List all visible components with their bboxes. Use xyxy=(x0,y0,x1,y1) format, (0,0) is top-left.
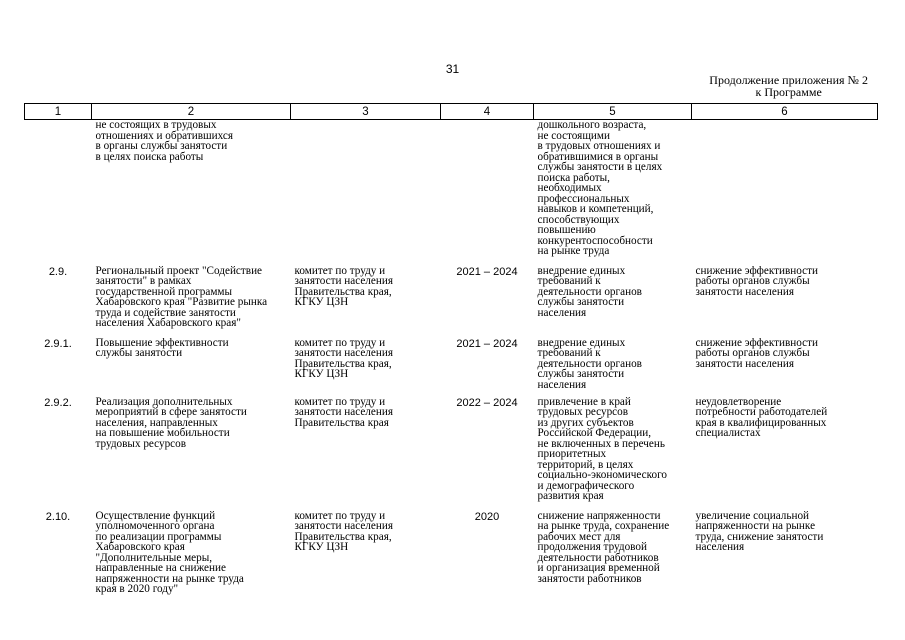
table-row xyxy=(25,397,878,511)
measure-name: не состоящих в трудовых отношениях и обратившихся в органы службы занятости в целях поиска работы xyxy=(95,119,233,163)
table-row xyxy=(25,511,878,601)
appendix-line-2: к Программе xyxy=(755,85,822,99)
page-number: 31 xyxy=(445,62,460,76)
program-measures-table xyxy=(24,103,878,601)
period: 2022 – 2024 xyxy=(456,396,518,409)
expected-result: внедрение единых требований к деятельности органов службы занятости населения xyxy=(537,336,642,391)
period: 2021 – 2024 xyxy=(456,265,518,278)
header-col-3: 3 xyxy=(291,104,441,120)
header-col-1: 1 xyxy=(25,104,92,120)
expected-result: дошкольного возраста, не состоящими в трудовых отношениях и обратившимися в органы службы занятости в целях поиска работы, необходимых профессиональных навыков и компетенций, способствующих повышению конкурентоспособности на рынке труда xyxy=(537,119,663,257)
consequence: снижение эффективности работы органов службы занятости населения xyxy=(695,336,819,370)
table-header-row xyxy=(25,104,878,120)
period: 2021 – 2024 xyxy=(456,337,518,350)
row-number: 2.10. xyxy=(45,510,71,523)
measure-name: Реализация дополнительных мероприятий в сфере занятости населения, направленных на повышение мобильности трудовых ресурсов xyxy=(95,395,247,450)
consequence: снижение эффективности работы органов службы занятости населения xyxy=(695,264,819,298)
consequence: увеличение социальной напряженности на рынке труда, снижение занятости населения xyxy=(695,509,824,553)
measure-name: Осуществление функций уполномоченного органа по реализации программы Хабаровского края "Дополнительные меры, направленные на снижение напряженности на рынке труда края в 2020 году" xyxy=(95,509,244,595)
consequence xyxy=(692,120,878,266)
table-row xyxy=(25,266,878,338)
expected-result: снижение напряженности на рынке труда, сохранение рабочих мест для продолжения трудовой деятельности работников и организация временной занятости работников xyxy=(537,509,670,585)
row-number: 2.9. xyxy=(48,265,68,278)
period xyxy=(441,120,534,266)
expected-result: внедрение единых требований к деятельности органов службы занятости населения xyxy=(537,264,642,319)
row-number: 2.9.1. xyxy=(44,337,72,350)
header-col-6: 6 xyxy=(692,104,878,120)
measure-name: Региональный проект "Содействие занятости" в рамках государственной программы Хабаровского края "Развитие рынка труда и содействие занятости населения Хабаровского края" xyxy=(95,264,268,329)
executor xyxy=(291,120,441,266)
header-col-2: 2 xyxy=(92,104,291,120)
row-number xyxy=(25,120,92,266)
table-row xyxy=(25,120,878,266)
header-col-5: 5 xyxy=(534,104,692,120)
row-number: 2.9.2. xyxy=(44,396,72,409)
period: 2020 xyxy=(474,510,500,523)
appendix-line-1: Продолжение приложения № 2 xyxy=(709,73,868,87)
measure-name: Повышение эффективности службы занятости xyxy=(95,336,229,359)
table-row xyxy=(25,338,878,397)
header-col-4: 4 xyxy=(441,104,534,120)
appendix-caption xyxy=(709,74,868,98)
executor: комитет по труду и занятости населения Правительства края xyxy=(294,395,393,429)
consequence: неудовлетворение потребности работодателей края в квалифицированных специалистах xyxy=(695,395,828,439)
executor: комитет по труду и занятости населения Правительства края, КГКУ ЦЗН xyxy=(294,336,393,380)
executor: комитет по труду и занятости населения Правительства края, КГКУ ЦЗН xyxy=(294,509,393,553)
executor: комитет по труду и занятости населения Правительства края, КГКУ ЦЗН xyxy=(294,264,393,308)
expected-result: привлечение в край трудовых ресурсов из других субъектов Российской Федерации, не включенных в перечень приоритетных территорий, в целях социально-экономического и демографического развития края xyxy=(537,395,667,502)
